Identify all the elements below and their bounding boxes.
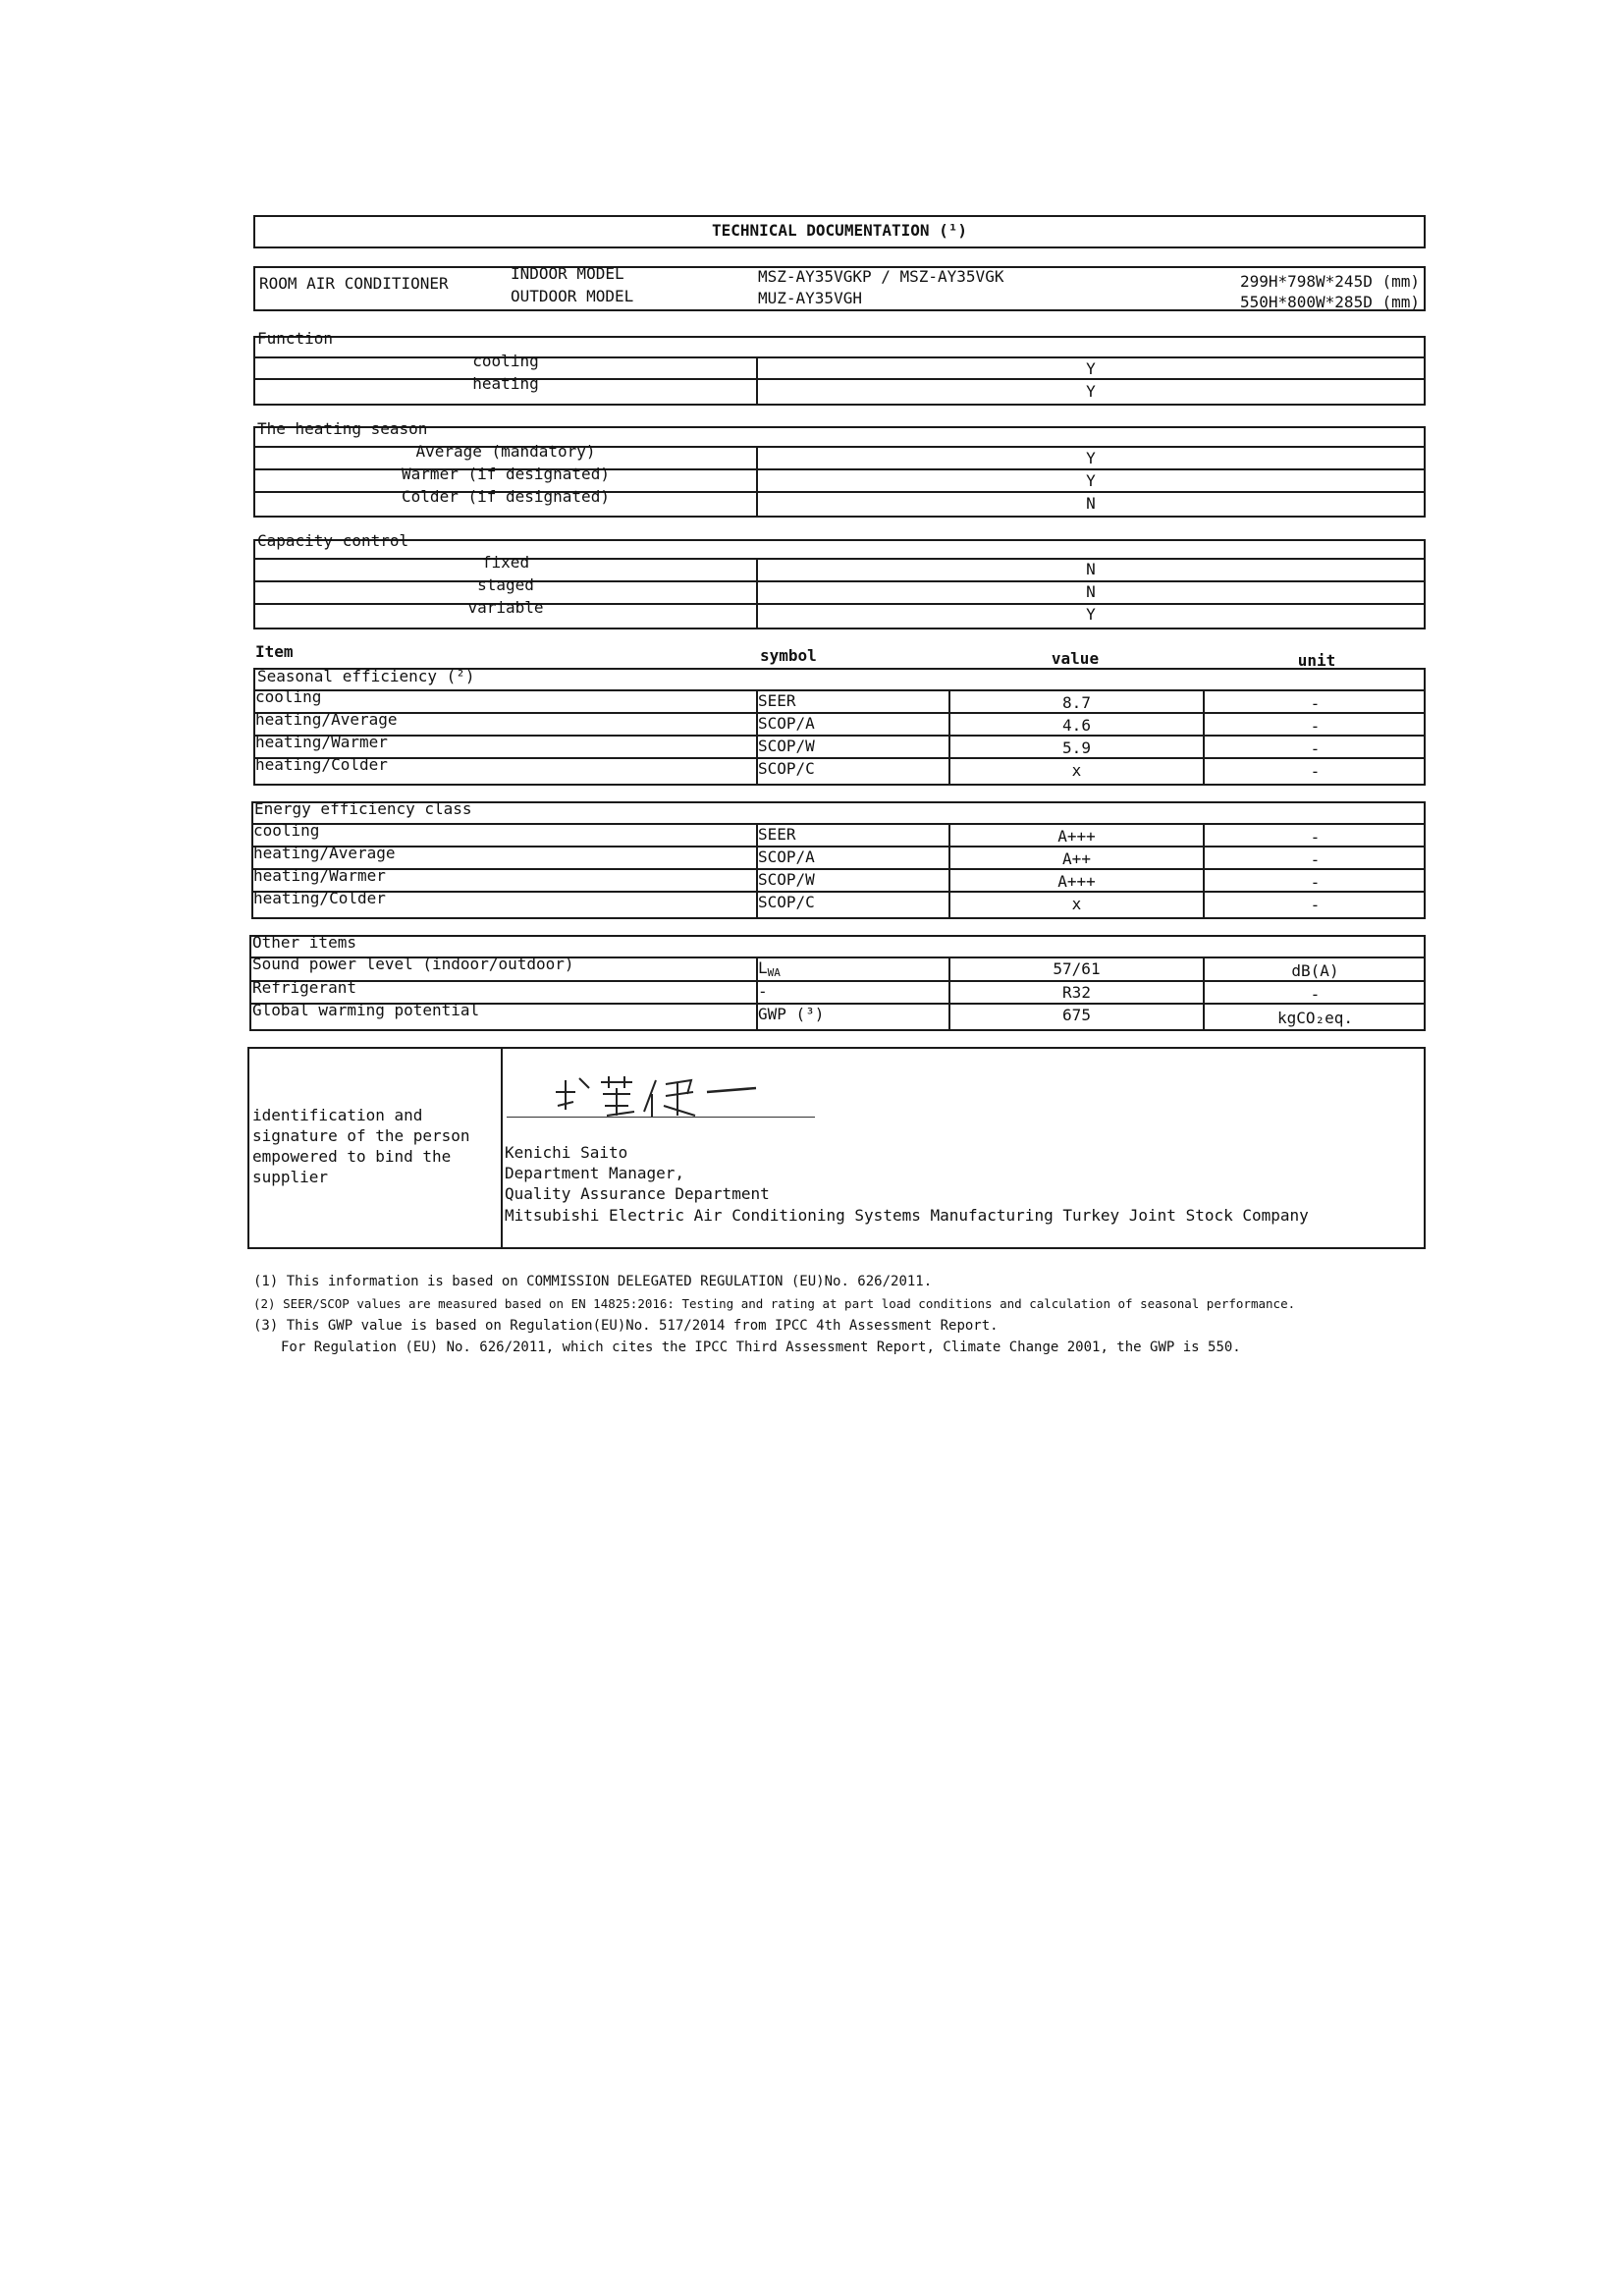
seasonal-row-item: cooling [255,687,322,706]
seasonal-row-symbol: SCOP/C [758,759,815,778]
other-row-value: 57/61 [1053,959,1101,978]
heating-season-row-label: Colder (if designated) [402,487,610,506]
document-title: TECHNICAL DOCUMENTATION (¹) [711,221,968,240]
indoor-models: MSZ-AY35VGKP / MSZ-AY35VGK [758,267,1004,286]
capacity-row-value: N [1086,582,1096,601]
seasonal-row-unit: - [1310,694,1321,713]
energy-row-value: x [1071,895,1082,913]
seasonal-efficiency-title: Seasonal efficiency (²) [257,667,475,685]
function-row-value: Y [1086,382,1096,401]
product-name: ROOM AIR CONDITIONER [259,274,449,293]
other-row-unit: kgCO₂eq. [1276,1009,1354,1027]
signatory-name: Kenichi Saito [505,1143,628,1162]
energy-row-item: heating/Colder [253,889,386,907]
signature-label-line: identification and [252,1106,423,1124]
signatory-department: Quality Assurance Department [505,1184,770,1203]
energy-row-symbol: SCOP/C [758,893,815,911]
signatory-company: Mitsubishi Electric Air Conditioning Systems Manufacturing Turkey Joint Stock Company [505,1206,1309,1225]
indoor-dimensions: 299H*798W*245D (mm) [1239,272,1420,291]
energy-row-value: A+++ [1057,827,1096,846]
other-row-value: R32 [1062,983,1091,1002]
column-symbol-header: symbol [760,646,817,665]
lwa-symbol-sub: WA [767,966,781,979]
capacity-row-label: fixed [481,553,530,572]
column-unit-header: unit [1297,651,1336,670]
seasonal-row-unit: - [1310,762,1321,781]
energy-row-unit: - [1310,896,1321,914]
footnote: (3) This GWP value is based on Regulation(EU)No. 517/2014 from IPCC 4th Assessment Report. [253,1318,999,1334]
energy-row-symbol: SCOP/W [758,870,815,889]
heating-season-row-value: Y [1086,449,1096,467]
seasonal-row-item: heating/Average [255,710,398,729]
signature-label-line: supplier [252,1168,329,1186]
other-items-title: Other items [252,933,356,952]
energy-class-title: Energy efficiency class [254,799,472,818]
footnote: For Regulation (EU) No. 626/2011, which cites the IPCC Third Assessment Report, Climate Change 2001, the GWP is 550. [281,1339,1241,1355]
heating-season-row-label: Average (mandatory) [415,442,596,461]
signature-label-line: signature of the person [252,1126,470,1145]
seasonal-row-item: heating/Warmer [255,733,388,751]
other-row-item: Refrigerant [252,978,356,997]
seasonal-row-unit: - [1310,717,1321,736]
capacity-control-title: Capacity control [257,531,409,550]
seasonal-row-value: 5.9 [1062,738,1091,757]
capacity-row-value: N [1086,560,1096,578]
other-row-symbol: GWP (³) [758,1005,825,1023]
indoor-model-label: INDOOR MODEL [511,264,624,283]
footnote: (2) SEER/SCOP values are measured based on EN 14825:2016: Testing and rating at part load conditions and calculation of seasonal performance. [253,1296,1296,1311]
function-row-label: cooling [472,352,539,370]
heating-season-row-value: N [1086,494,1096,513]
energy-row-symbol: SEER [758,825,796,844]
energy-row-symbol: SCOP/A [758,847,815,866]
energy-row-unit: - [1310,850,1321,869]
function-title: Function [257,329,334,348]
capacity-row-label: variable [467,598,544,617]
other-row-value: 675 [1062,1006,1091,1024]
energy-row-item: heating/Average [253,844,396,862]
seasonal-row-value: 8.7 [1062,693,1091,712]
signatory-title: Department Manager, [505,1164,685,1182]
energy-row-unit: - [1310,873,1321,892]
other-row-unit: - [1310,985,1321,1004]
energy-row-item: heating/Warmer [253,866,386,885]
function-row-label: heating [472,374,539,393]
outdoor-model: MUZ-AY35VGH [758,289,862,307]
signature-strokes [550,1063,815,1121]
energy-row-item: cooling [253,821,320,840]
column-item-header: Item [255,642,294,661]
seasonal-row-value: 4.6 [1062,716,1091,735]
heating-season-title: The heating season [257,419,428,438]
outdoor-dimensions: 550H*800W*285D (mm) [1239,293,1420,311]
column-value-header: value [1051,649,1100,668]
other-row-symbol: - [758,982,768,1001]
energy-row-value: A++ [1062,849,1091,868]
seasonal-row-item: heating/Colder [255,755,388,774]
energy-row-unit: - [1310,828,1321,847]
other-row-symbol [758,958,781,983]
other-row-unit: dB(A) [1291,961,1339,980]
other-row-item: Sound power level (indoor/outdoor) [252,955,574,973]
seasonal-row-symbol: SEER [758,691,796,710]
footnote: (1) This information is based on COMMISSION DELEGATED REGULATION (EU)No. 626/2011. [253,1274,933,1289]
seasonal-row-symbol: SCOP/A [758,714,815,733]
function-row-value: Y [1086,359,1096,378]
capacity-row-label: staged [477,575,534,594]
signature-label-line: empowered to bind the [252,1147,452,1166]
lwa-symbol-main: L [758,958,768,977]
seasonal-row-unit: - [1310,739,1321,758]
other-row-item: Global warming potential [252,1001,480,1019]
seasonal-row-symbol: SCOP/W [758,737,815,755]
outdoor-model-label: OUTDOOR MODEL [511,287,634,305]
capacity-row-value: Y [1086,605,1096,624]
heating-season-row-label: Warmer (if designated) [402,465,610,483]
energy-row-value: A+++ [1057,872,1096,891]
heating-season-row-value: Y [1086,471,1096,490]
seasonal-row-value: x [1071,761,1082,780]
